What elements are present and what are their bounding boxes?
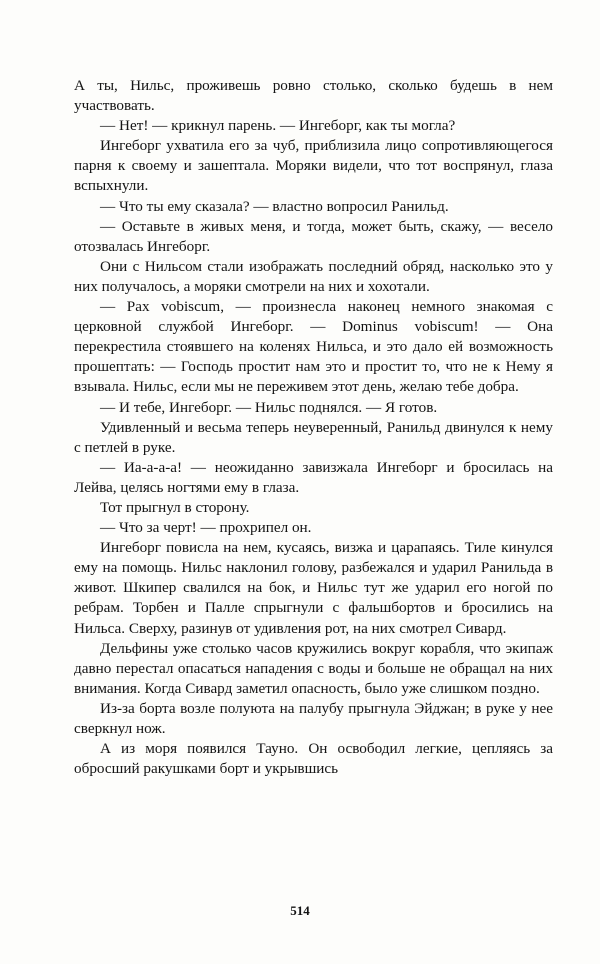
paragraph: — Оставьте в живых меня, и тогда, может быть, скажу, — весело отозвалась Ингеборг. <box>74 217 553 255</box>
paragraph: — Pax vobiscum, — произнесла наконец немного знакомая с церковной службой Ингеборг. — Dominus vobiscum! — Она перекрестила стоявшего на коленях Нильса, и это дало ей возможность прошептать: — Господь простит нам это и простит то, что не к Нему я взывала. Нильс, если мы не переживем этот день, желаю тебе добра. <box>74 298 553 396</box>
paragraph: А из моря появился Тауно. Он освободил легкие, цепляясь за обросший ракушками борт и укрывшись <box>74 740 553 778</box>
paragraph: — Иа-а-а-а! — неожиданно завизжала Ингеборг и бросилась на Лейва, целясь ногтями ему в глаза. <box>74 458 553 496</box>
paragraph: А ты, Нильс, проживешь ровно столько, сколько будешь в нем участвовать. <box>74 77 553 115</box>
body-text <box>74 76 553 779</box>
paragraph: — И тебе, Ингеборг. — Нильс поднялся. — Я готов. <box>100 398 438 416</box>
paragraph: Ингеборг повисла на нем, кусаясь, визжа и царапаясь. Тиле кинулся ему на помощь. Нильс наклонил голову, разбежался и ударил Ранильда в живот. Шкипер свалился на бок, и Нильс тут же ударил его ногой по ребрам. Торбен и Палле спрыгнули с фальшбортов и бросились на Нильса. Сверху, разинув от удивления рот, на них смотрел Сивард. <box>74 539 553 637</box>
paragraph: Тот прыгнул в сторону. <box>100 498 250 516</box>
paragraph: — Нет! — крикнул парень. — Ингеборг, как ты могла? <box>100 117 456 135</box>
paragraph: — Что за черт! — прохрипел он. <box>100 519 312 537</box>
paragraph: Дельфины уже столько часов кружились вокруг корабля, что экипаж давно перестал опасаться нападения с воды и больше не обращал на них внимания. Когда Сивард заметил опасность, было уже слишком поздно. <box>74 639 553 697</box>
paragraph: — Что ты ему сказала? — властно вопросил Ранильд. <box>100 197 449 215</box>
paragraph: Из-за борта возле полуюта на палубу прыгнула Эйджан; в руке у нее сверкнул нож. <box>74 699 553 737</box>
page-number: 514 <box>290 903 310 918</box>
paragraph: Удивленный и весьма теперь неуверенный, Ранильд двинулся к нему с петлей в руке. <box>74 418 553 456</box>
paragraph: Они с Нильсом стали изображать последний обряд, насколько это у них получалось, а моряки смотрели на них и хохотали. <box>74 257 553 295</box>
paragraph: Ингеборг ухватила его за чуб, приблизила лицо сопротивляющегося парня к своему и зашептала. Моряки видели, что тот воспрянул, глаза вспыхнули. <box>74 137 553 195</box>
